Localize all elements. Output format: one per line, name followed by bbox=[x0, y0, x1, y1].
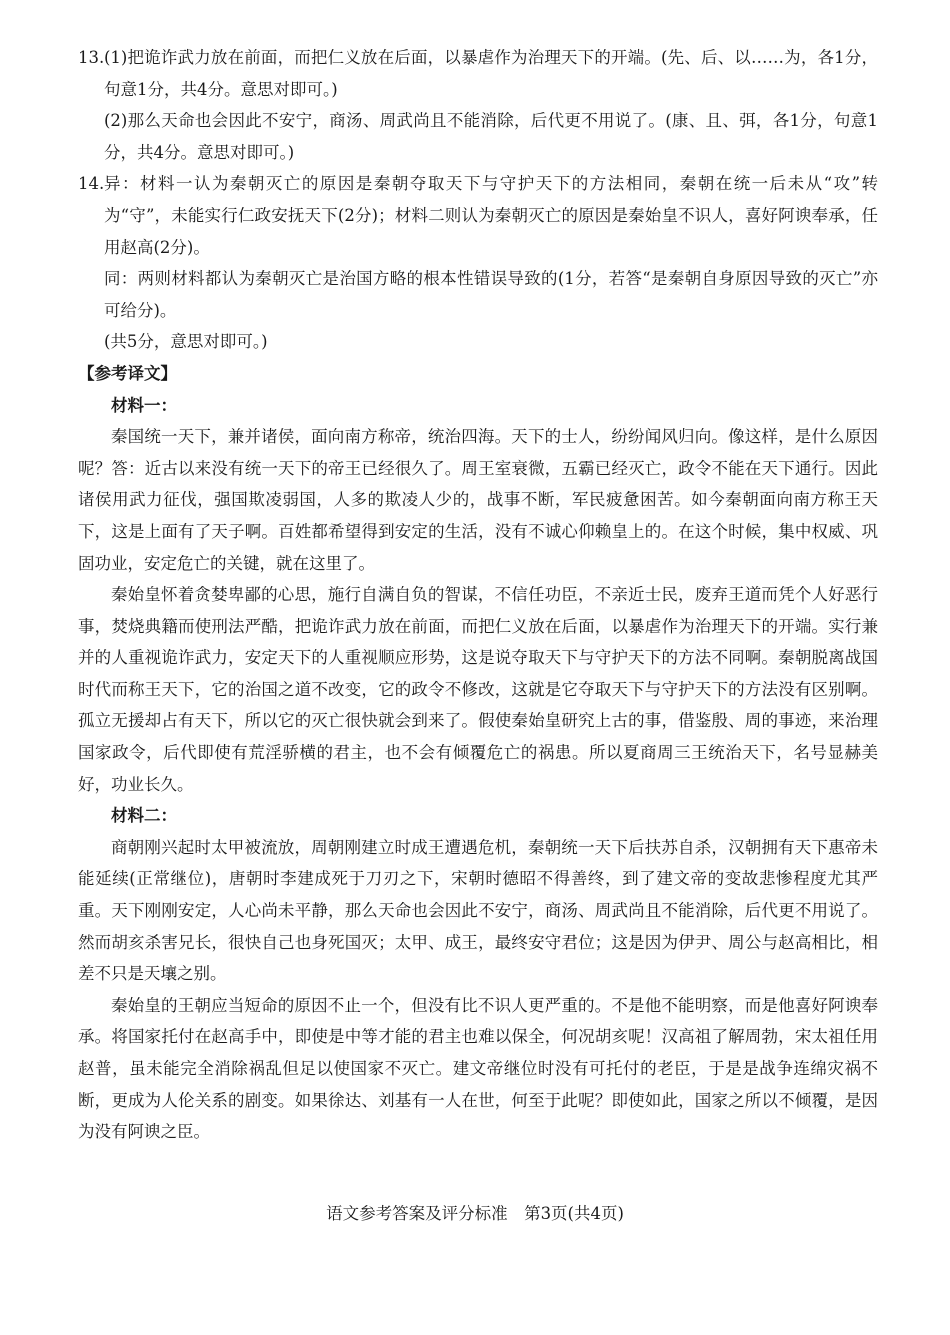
page-footer: 语文参考答案及评分标准 第3页(共4页) bbox=[326, 1204, 624, 1223]
answer-14-total: (共5分，意思对即可。) bbox=[104, 332, 268, 352]
answer-14-difference: 异：材料一认为秦朝灭亡的原因是秦朝夺取天下与守护天下的方法相同，秦朝在统一后未从“攻”转为“守”，未能实行仁政安抚天下(2分)；材料二则认为秦朝灭亡的原因是秦始皇不识人，喜好阿谀奉承，任用赵高(2分)。 bbox=[104, 174, 878, 257]
material2-paragraph: 秦始皇的王朝应当短命的原因不止一个，但没有比不识人更严重的。不是他不能明察，而是他喜好阿谀奉承。将国家托付在赵高手中，即使是中等才能的君主也难以保全，何况胡亥呢！汉高祖了解周勃，宋太祖任用赵普，虽未能完全消除祸乱但足以使国家不灭亡。建文帝继位时没有可托付的老臣，于是是战争连绵灾祸不断，更成为人伦关系的剧变。如果徐达、刘基有一人在世，何至于此呢？即使如此，国家之所以不倾覆，是因为没有阿谀之臣。 bbox=[78, 995, 878, 1142]
material1-paragraph: 秦始皇怀着贪婪卑鄙的心思，施行自满自负的智谋，不信任功臣，不亲近士民，废弃王道而凭个人好恶行事，焚烧典籍而使刑法严酷，把诡诈武力放在前面，而把仁义放在后面，以暴虐作为治理天下的开端。实行兼并的人重视诡诈武力，安定天下的人重视顺应形势，这是说夺取天下与守护天下的方法不同啊。秦朝脱离战国时代而称王天下，它的治国之道不改变，它的政令不修改，这就是它夺取天下与守护天下的方法没有区别啊。孤立无援却占有天下，所以它的灭亡很快就会到来了。假使秦始皇研究上古的事，借鉴殷、周的事迹，来治理国家政令，后代即使有荒淫骄横的君主，也不会有倾覆危亡的祸患。所以夏商周三王统治天下，名号显赫美好，功业长久。 bbox=[78, 585, 878, 794]
answer-14 bbox=[78, 168, 878, 358]
answer-13-part1: (1)把诡诈武力放在前面，而把仁义放在后面，以暴虐作为治理天下的开端。(先、后、以……为，各1分，句意1分，共4分。意思对即可。) bbox=[104, 48, 878, 99]
material2-title: 材料二： bbox=[111, 806, 177, 826]
material1-title: 材料一： bbox=[111, 395, 177, 415]
question-number: 13. bbox=[78, 48, 105, 67]
answer-13-part2: (2)那么天命也会因此不安宁，商汤、周武尚且不能消除，后代更不用说了。(康、且、弭，各1分，句意1分，共4分。意思对即可。) bbox=[104, 111, 878, 162]
translation-heading: 【参考译文】 bbox=[78, 363, 177, 383]
answer-14-body bbox=[78, 168, 878, 358]
material1-paragraph: 秦国统一天下，兼并诸侯，面向南方称帝，统治四海。天下的士人，纷纷闻风归向。像这样，是什么原因呢？答：近古以来没有统一天下的帝王已经很久了。周王室衰微，五霸已经灭亡，政令不能在天下通行。因此诸侯用武力征伐，强国欺凌弱国，人多的欺凌人少的，战事不断，军民疲惫困苦。如今秦朝面向南方称王天下，这是上面有了天子啊。百姓都希望得到安定的生活，没有不诚心仰赖皇上的。在这个时候，集中权威、巩固功业，安定危亡的关键，就在这里了。 bbox=[78, 427, 878, 573]
material2-paragraph: 商朝刚兴起时太甲被流放，周朝刚建立时成王遭遇危机，秦朝统一天下后扶苏自杀，汉朝拥有天下惠帝未能延续(正常继位)，唐朝时李建成死于刀刃之下，宋朝时德昭不得善终，到了建文帝的变故悲惨程度尤其严重。天下刚刚安定，人心尚未平静，那么天命也会因此不安宁，商汤、周武尚且不能消除，后代更不用说了。然而胡亥杀害兄长，很快自己也身死国灭；太甲、成王，最终安守君位；这是因为伊尹、周公与赵高相比，相差不只是天壤之别。 bbox=[78, 837, 878, 984]
question-number: 14. bbox=[78, 174, 105, 194]
answer-13-body bbox=[78, 42, 878, 168]
answer-14-similarity: 同：两则材料都认为秦朝灭亡是治国方略的根本性错误导致的(1分，若答“是秦朝自身原因导致的灭亡”亦可给分)。 bbox=[104, 269, 878, 320]
answer-page bbox=[78, 42, 878, 1148]
answer-13 bbox=[78, 42, 878, 168]
